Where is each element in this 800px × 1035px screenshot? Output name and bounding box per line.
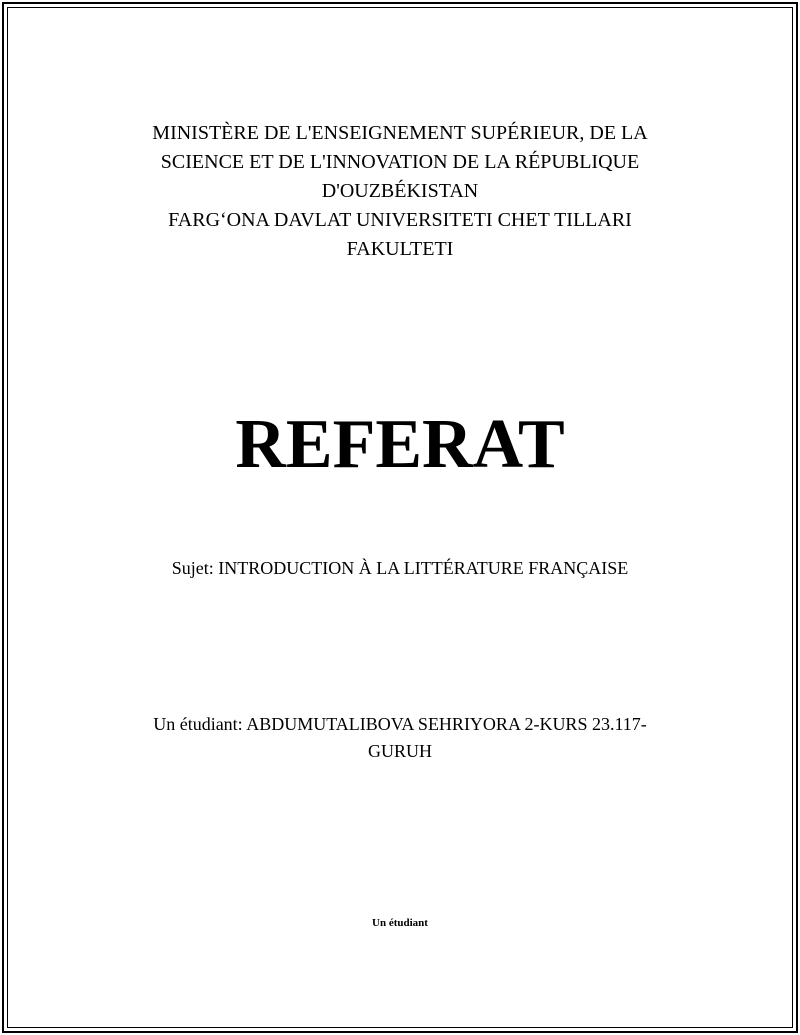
- header-line: FAKULTETI: [346, 238, 454, 260]
- institution-header: [100, 119, 700, 264]
- document-title: REFERAT: [235, 406, 565, 483]
- student-line: Un étudiant: ABDUMUTALIBOVA SEHRIYORA 2-KURS 23.117-: [153, 714, 647, 734]
- student-info: [100, 711, 700, 765]
- header-line: FARG‘ONA DAVLAT UNIVERSITETI CHET TILLARI: [168, 209, 632, 231]
- header-line: SCIENCE ET DE L'INNOVATION DE LA RÉPUBLIQUE: [160, 151, 640, 173]
- document-subject: Sujet: INTRODUCTION À LA LITTÉRATURE FRANÇAISE: [171, 558, 629, 578]
- header-line: D'OUZBÉKISTAN: [321, 180, 479, 202]
- student-line: GURUH: [367, 741, 432, 761]
- footer-student-label: Un étudiant: [372, 917, 428, 929]
- header-line: MINISTÈRE DE L'ENSEIGNEMENT SUPÉRIEUR, DE LA: [152, 122, 648, 144]
